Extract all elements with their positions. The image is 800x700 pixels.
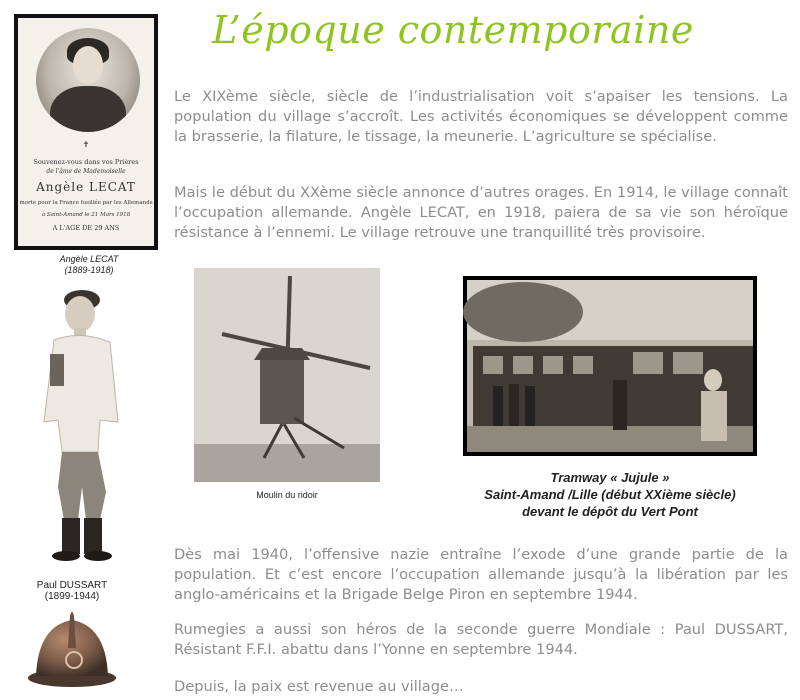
paragraph-1: Le XIXème siècle, siècle de l’industrialisation voit s’apaiser les tensions. La population du village s’accroît. Les activités économiques se développent comme la brasserie, la filature, le tissage, la meunerie. L’agriculture se spécialise. [174, 88, 788, 145]
card-line1: Souvenez-vous dans vos Prières [33, 158, 139, 166]
helmet-image [26, 608, 118, 692]
paragraph-4: Rumegies a aussi son héros de la seconde guerre Mondiale : Paul DUSSART, Résistant F.F.I. abattu dans l’Yonne en septembre 1944. [174, 621, 788, 658]
photo-moulin-du-ridoir [194, 268, 380, 482]
memorial-card: ✝ Souvenez-vous dans vos Prières de l'âme de Mademoiselle Angèle LECAT morte pour la France fusillée par les Allemands à Saint-Amand le 21 Mars 1918 A L'AGE DE 29 ANS [14, 14, 158, 250]
card-line2: de l'âme de Mademoiselle [46, 168, 126, 175]
card-name: Angèle LECAT [36, 180, 136, 194]
caption-tram-line3: devant le dépôt du Vert Pont [522, 504, 698, 519]
portrait-oval [36, 28, 140, 132]
caption-lecat-name: Angèle LECAT [59, 254, 119, 264]
photo-tramway [463, 276, 757, 456]
page-title: L’époque contemporaine [212, 8, 694, 52]
paragraph-5: Depuis, la paix est revenue au village… [174, 678, 464, 695]
caption-lecat-years: (1889-1918) [64, 265, 114, 275]
photo-paul-dussart [14, 282, 134, 574]
paragraph-2: Mais le début du XXème siècle annonce d’autres orages. En 1914, le village connaît l’occupation allemande. Angèle LECAT, en 1918, paiera de sa vie son héroïque résistance à l’ennemi. Le village retrouve une tranquillité très provisoire. [174, 184, 788, 241]
caption-dussart-name: Paul DUSSART [36, 580, 108, 591]
caption-tram-line1: Tramway « Jujule » [550, 470, 670, 485]
caption-dussart-years: (1899-1944) [44, 591, 100, 602]
card-line3: morte pour la France fusillée par les Allemands [19, 200, 153, 206]
paragraph-3: Dès mai 1940, l’offensive nazie entraîne l’exode d’une grande partie de la population. Et c’est encore l’occupation allemande jusqu’à la libération par les anglo-américains et la Brigade Belge Piron en septembre 1944. [174, 546, 788, 603]
caption-tram-line2: Saint-Amand /Lille (début XXième siècle) [484, 487, 736, 502]
caption-moulin: Moulin du ridoir [256, 490, 318, 500]
card-line5: A L'AGE DE 29 ANS [52, 224, 120, 232]
card-line4: à Saint-Amand le 21 Mars 1918 [41, 212, 131, 218]
